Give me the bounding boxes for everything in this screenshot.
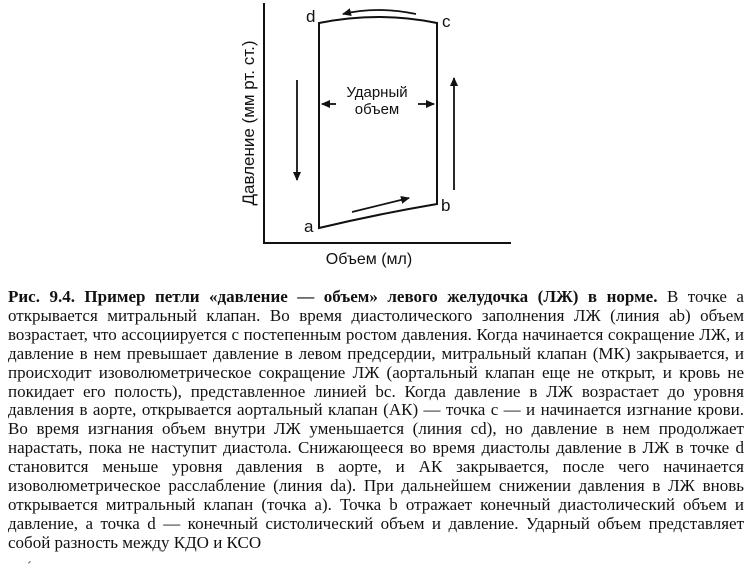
point-label-a: a: [304, 217, 314, 236]
point-label-c: c: [442, 12, 451, 31]
stray-mark: ˊ: [27, 560, 32, 575]
point-label-b: b: [441, 196, 451, 215]
caption-figure-label: Рис. 9.4. Пример петли «давление — объем» левого желудочка (ЛЖ) в норме.: [8, 287, 658, 306]
pressure-volume-loop: [319, 17, 437, 228]
y-axis-label: Давление (мм рт. ст.): [239, 40, 258, 206]
ejection-arrow: [343, 10, 416, 14]
point-label-d: d: [306, 7, 316, 26]
figure-caption: [8, 288, 744, 553]
stroke-volume-label-line2: объем: [354, 101, 400, 118]
stroke-volume-label-line1: Ударный: [346, 84, 408, 101]
x-axis-label: Объем (мл): [325, 251, 413, 268]
caption-body: В точке a открывается митральный клапан. Во время диастолического заполнения ЛЖ (линия ab) объем возрастает, что ассоциируется с постепенным ростом давления. Когда начинается сокращение ЛЖ, и давление в нем превышает давление в левом предсердии, митральный клапан (МК) закрывается, и происходит изоволюметрическое сокращение ЛЖ (аортальный клапан еще не открыт, и кровь не покидает его полость), представленное линией bc. Когда давление в ЛЖ возрастает до уровня давления в аорте, открывается аортальный клапан (АК) — точка c — и начинается изгнание крови. Во время изгнания объем внутри ЛЖ уменьшается (линия cd), но давление в нем продолжает нарастать, пока не наступит диастола. Снижающееся во время диастолы давление в ЛЖ в точке d становится меньше уровня давления в аорте, и АК закрывается, после чего начинается изоволюметрическое расслабление (линия da). При дальнейшем снижении давления в ЛЖ вновь открывается митральный клапан (точка a). Точка b отражает конечный диастолический объем и давление, а точка d — конечный систолический объем и давление. Ударный объем представляет собой разность между КДО и КСО: [8, 287, 744, 552]
